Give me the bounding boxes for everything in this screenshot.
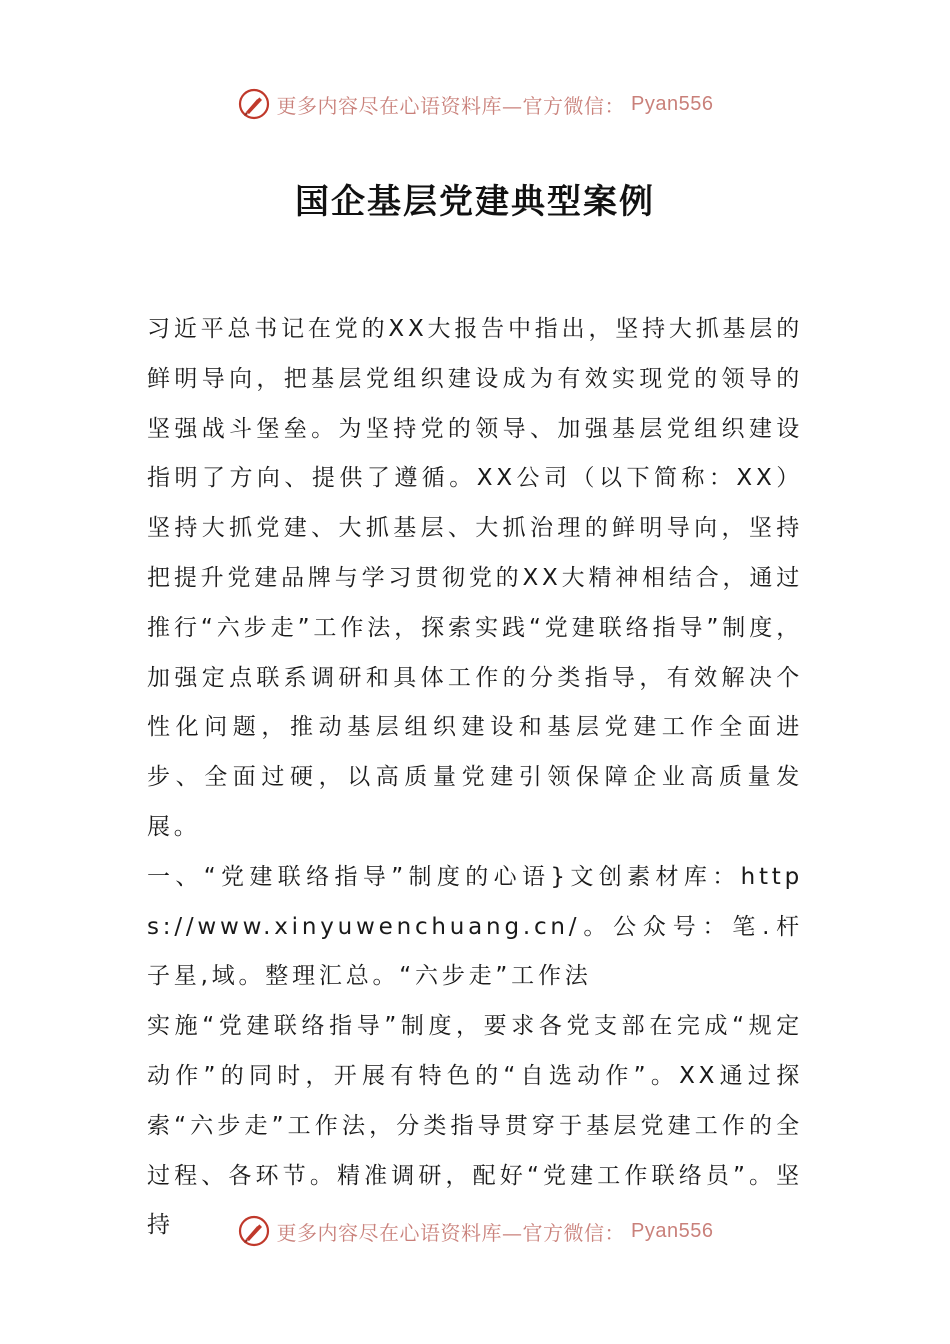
paragraph-intro: 习近平总书记在党的XX大报告中指出，坚持大抓基层的鲜明导向，把基层党组织建设成为有效实现党的领导的坚强战斗堡垒。为坚持党的领导、加强基层党组织建设指明了方向、提供了遵循。XX公司（以下简称：XX）坚持大抓党建、大抓基层、大抓治理的鲜明导向，坚持把提升党建品牌与学习贯彻党的XX大精神相结合，通过推行“六步走”工作法，探索实践“党建联络指导”制度，加强定点联系调研和具体工作的分类指导，有效解决个性化问题，推动基层组织建设和基层党建工作全面进步、全面过硬，以高质量党建引领保障企业高质量发展。 (147, 316, 803, 840)
watermark-wechat-id: Pyan556 (631, 92, 714, 115)
watermark-text: 更多内容尽在心语资料库—官方微信： (276, 93, 626, 118)
page-title: 国企基层党建典型案例 (295, 182, 655, 222)
watermark-footer (0, 1211, 950, 1251)
watermark-header (0, 84, 950, 124)
document-body (147, 305, 803, 1251)
pen-logo-icon (237, 1214, 271, 1248)
watermark-wechat-id: Pyan556 (631, 1219, 714, 1242)
watermark-text: 更多内容尽在心语资料库—官方微信： (276, 1220, 626, 1245)
paragraph-implementation: 实施“党建联络指导”制度，要求各党支部在完成“规定动作”的同时，开展有特色的“自选动作”。XX通过探索“六步走”工作法，分类指导贯穿于基层党建工作的全过程、各环节。精准调研，配好“党建工作联络员”。坚持 (147, 1013, 803, 1239)
paragraph-section-heading: 一、“党建联络指导”制度的心语}文创素材库：https://www.xinyuwenchuang.cn/。公众号：笔.杆子星,域。整理汇总。“六步走”工作法 (147, 863, 803, 990)
pen-logo-icon (237, 87, 271, 121)
